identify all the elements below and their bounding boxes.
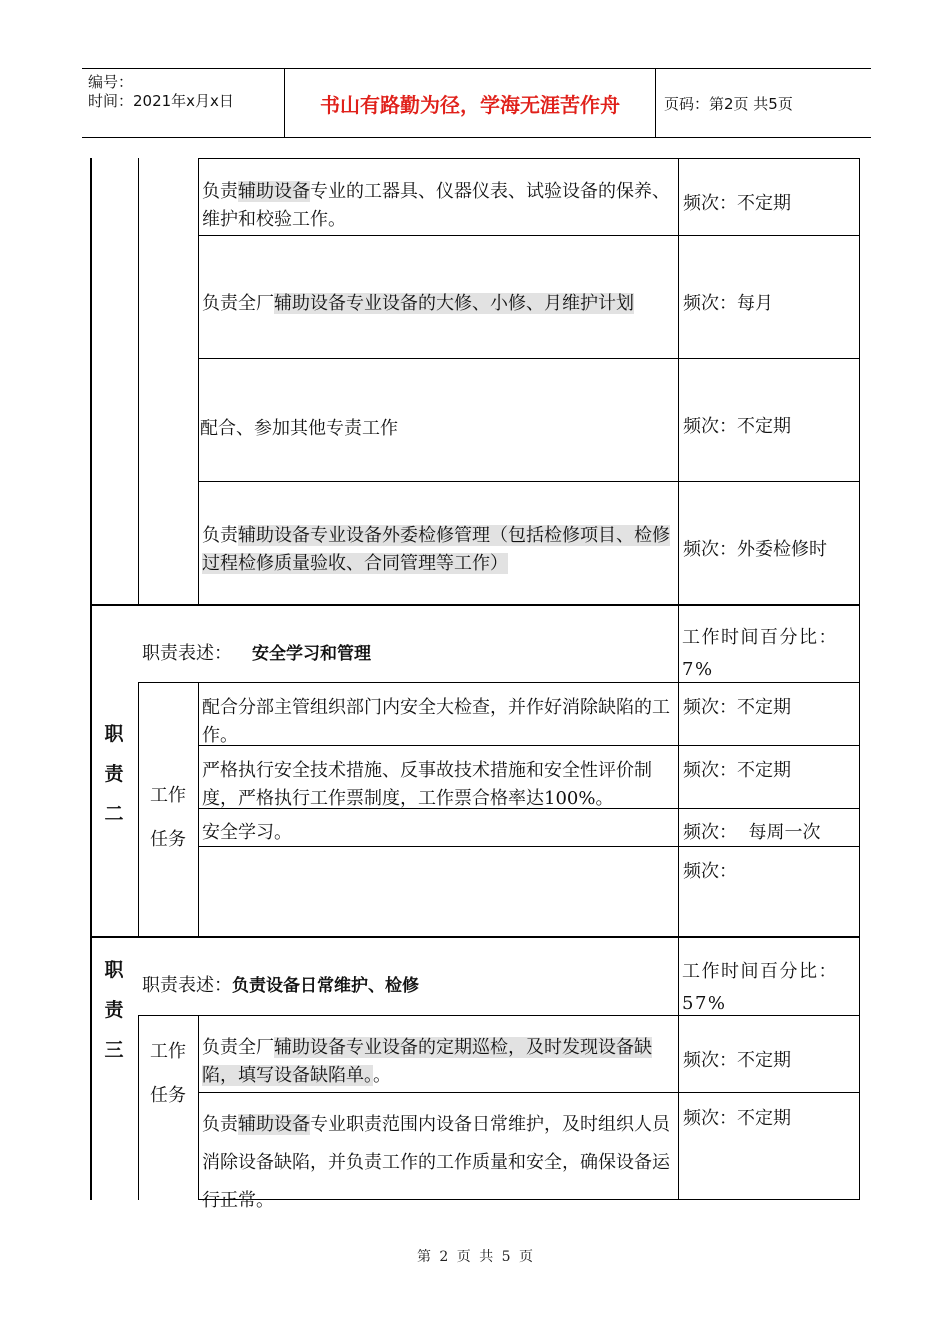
task-frequency: 频次：不定期 — [683, 416, 791, 437]
duty-2-label: 职 责 二 — [104, 723, 124, 825]
work-time-percent: 工作时间百分比：7% — [682, 627, 838, 680]
page-header — [82, 68, 871, 138]
task-frequency: 频次：不定期 — [683, 1108, 791, 1129]
task-frequency: 频次：外委检修时 — [683, 539, 827, 560]
task-frequency: 频次： 每周一次 — [683, 822, 821, 843]
task-frequency: 频次：每月 — [683, 293, 773, 314]
page-indicator: 页码：第2页 共5页 — [664, 94, 793, 113]
task-frequency: 频次：不定期 — [683, 193, 791, 214]
duty-description: 职责表述：负责设备日常维护、检修 — [142, 975, 419, 996]
task-text: 配合、参加其他专责工作 — [200, 418, 398, 439]
task-frequency: 频次：不定期 — [683, 1050, 791, 1071]
duty-3-label: 职 责 三 — [104, 959, 124, 1061]
document-date: 时间：2021年x月x日 — [88, 92, 234, 110]
task-text: 负责辅助设备专业设备外委检修管理（包括检修项目、检修过程检修质量验收、合同管理等工作） — [202, 525, 670, 574]
task-text: 严格执行安全技术措施、反事故技术措施和安全性评价制度，严格执行工作票制度，工作票合格率达100%。 — [202, 760, 652, 809]
work-task-label: 工作 任务 — [150, 1041, 186, 1106]
task-frequency: 频次：不定期 — [683, 697, 791, 718]
task-text: 负责辅助设备专业职责范围内设备日常维护，及时组织人员消除设备缺陷，并负责工作的工作质量和安全，确保设备运行正常。 — [202, 1114, 670, 1211]
duty-description: 职责表述： 安全学习和管理 — [142, 643, 371, 664]
task-text: 负责辅助设备专业的工器具、仪器仪表、试验设备的保养、维护和校验工作。 — [202, 181, 670, 230]
work-task-label: 工作 任务 — [150, 785, 186, 850]
page-footer: 第 2 页 共 5 页 — [416, 1249, 534, 1265]
task-text: 负责全厂辅助设备专业设备的定期巡检，及时发现设备缺陷，填写设备缺陷单。。 — [202, 1037, 652, 1086]
work-time-percent: 工作时间百分比：57% — [682, 961, 838, 1014]
task-frequency: 频次： — [683, 861, 737, 882]
task-text: 配合分部主管组织部门内安全大检查，并作好消除缺陷的工作。 — [202, 697, 670, 746]
header-meta — [88, 73, 284, 111]
task-text: 负责全厂辅助设备专业设备的大修、小修、月维护计划 — [202, 293, 634, 314]
task-frequency: 频次：不定期 — [683, 760, 791, 781]
document-number-label: 编号： — [88, 73, 134, 91]
task-text: 安全学习。 — [202, 822, 292, 843]
header-motto: 书山有路勤为径，学海无涯苦作舟 — [284, 69, 656, 137]
